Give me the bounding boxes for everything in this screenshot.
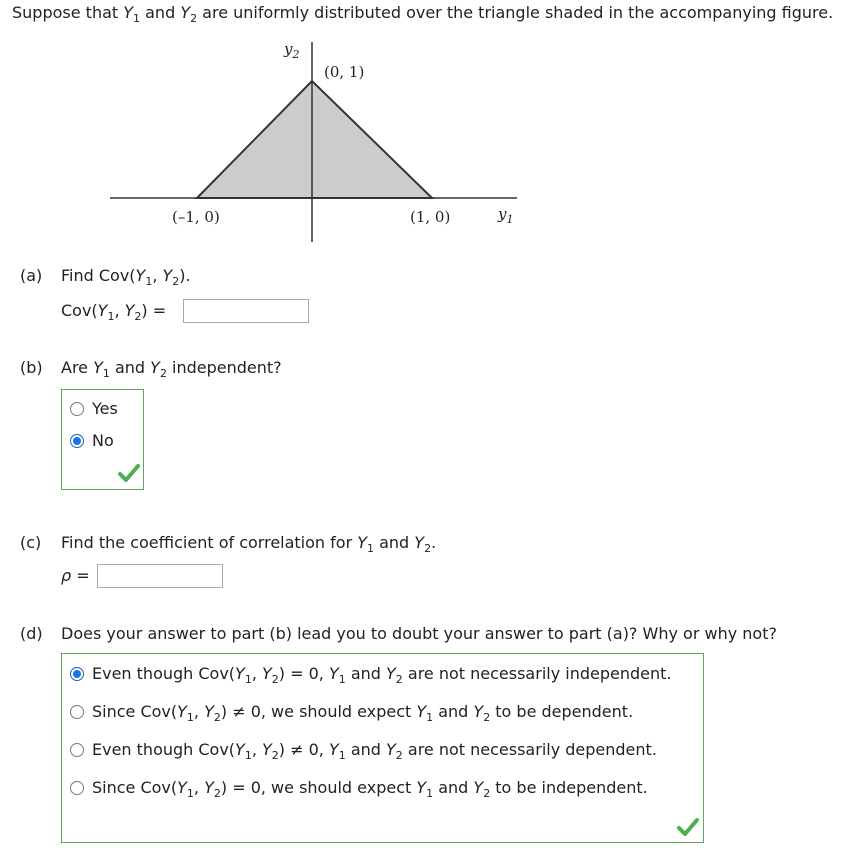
part-d-label: (d) [20,624,43,643]
correct-check-icon [677,818,699,836]
option-d-1-label: Even though $Cov(Y_1$, $Y_2) = 0$, $Y_1$ and $Y_2$ are not necessarily independent. [92,664,672,686]
correct-check-icon [118,464,140,482]
part-d-prompt: Does your answer to part (b) lead you to doubt your answer to part (a)? Why or why not? [61,624,777,643]
y2-axis-label: $y_2$ [284,40,300,61]
part-a-field-label: $Cov(Y_1$, $Y_2$) = [61,301,167,323]
question-intro: Suppose that $Y_1$ and $Y_2$ are uniformly distributed over the triangle shaded in the accompanying figure. [12,3,834,25]
part-d-choices [61,653,704,843]
option-d-2-label: Since $Cov(Y_1$, $Y_2) \ne 0$, we should expect $Y_1$ and $Y_2$ to be dependent. [92,702,634,724]
part-b-choices [61,389,144,490]
option-d-1-radio[interactable] [70,667,84,681]
option-d-2-radio[interactable] [70,705,84,719]
triangle-figure [0,0,862,260]
point-right-label: (1, 0) [410,208,451,226]
no-radio[interactable] [70,434,84,448]
rho-answer-input[interactable] [97,564,223,588]
part-a-prompt: Find $Cov(Y_1$, $Y_2$). [61,266,191,288]
part-c-label: (c) [20,533,42,552]
part-a-label: (a) [20,266,43,285]
yes-radio[interactable] [70,402,84,416]
option-d-4-radio[interactable] [70,781,84,795]
yes-label: Yes [92,399,118,418]
shaded-triangle [197,81,432,198]
y1-axis-label: $y_1$ [498,205,514,226]
part-b-label: (b) [20,358,43,377]
option-d-4-label: Since $Cov(Y_1$, $Y_2) = 0$, we should expect $Y_1$ and $Y_2$ to be independent. [92,778,648,800]
cov-answer-input[interactable] [183,299,309,323]
point-top-label: (0, 1) [324,63,365,81]
part-c-prompt: Find the coefficient of correlation for $Y_1$ and $Y_2$. [61,533,437,555]
no-label: No [92,431,114,450]
part-b-prompt: Are $Y_1$ and $Y_2$ independent? [61,358,282,380]
option-d-3-radio[interactable] [70,743,84,757]
point-left-label: (–1, 0) [172,208,220,226]
rho-label: ρ = [61,566,90,585]
option-d-3-label: Even though $Cov(Y_1$, $Y_2) \ne 0$, $Y_1$ and $Y_2$ are not necessarily dependent. [92,740,657,762]
